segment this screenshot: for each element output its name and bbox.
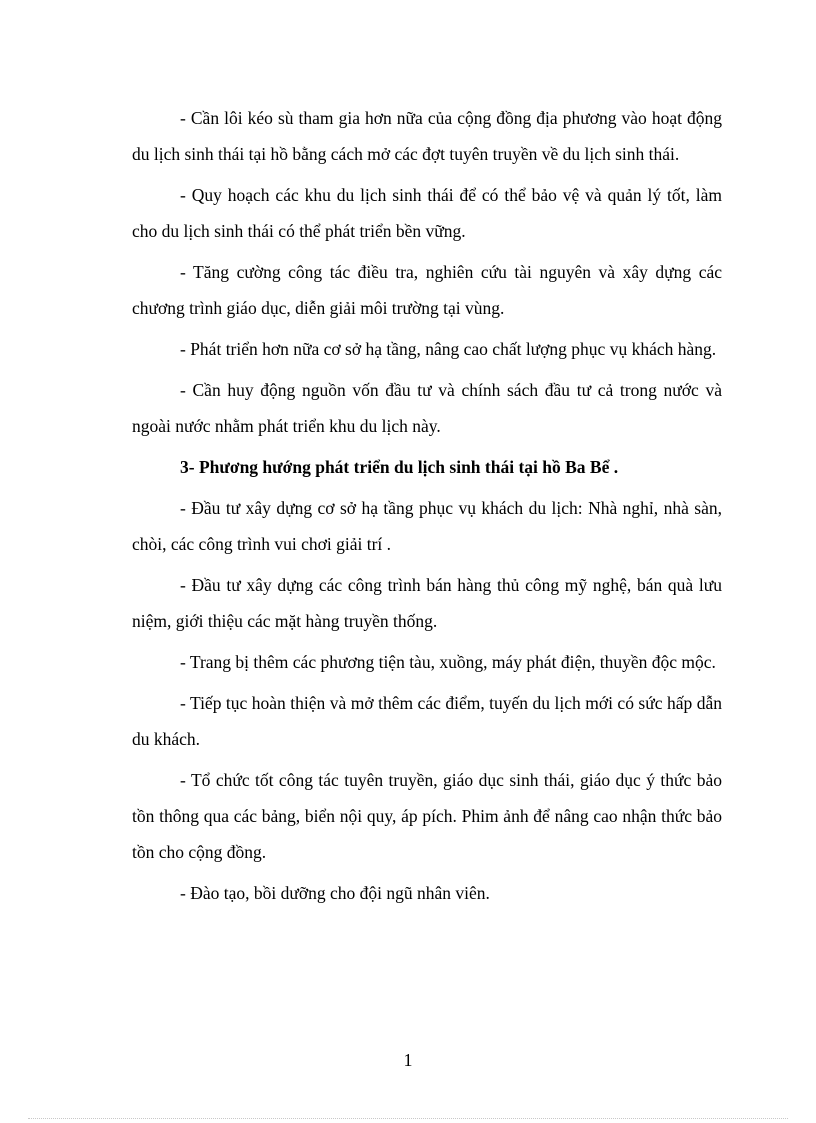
list-item: - Đầu tư xây dựng cơ sở hạ tầng phục vụ khách du lịch: Nhà nghỉ, nhà sàn, chòi, các công trình vui chơi giải trí . xyxy=(132,498,722,554)
paragraph-infrastructure: - Phát triển hơn nữa cơ sở hạ tầng, nâng cao chất lượng phục vụ khách hàng. xyxy=(180,339,717,359)
list-item: - Trang bị thêm các phương tiện tàu, xuồng, máy phát điện, thuyền độc mộc. xyxy=(180,652,716,672)
paragraph-community-involvement: - Cần lôi kéo sù tham gia hơn nữa của cộng đồng địa phương vào hoạt động du lịch sinh thái tại hồ bằng cách mở các đợt tuyên truyền về du lịch sinh thái. xyxy=(132,108,722,164)
document-body xyxy=(132,100,722,916)
paragraph-research: - Tăng cường công tác điều tra, nghiên cứu tài nguyên và xây dựng các chương trình giáo dục, diễn giải môi trường tại vùng. xyxy=(132,262,722,318)
list-item: - Tiếp tục hoàn thiện và mở thêm các điểm, tuyến du lịch mới có sức hấp dẫn du khách. xyxy=(132,693,722,749)
paragraph-investment: - Cần huy động nguồn vốn đầu tư và chính sách đầu tư cả trong nước và ngoài nước nhằm phát triển khu du lịch này. xyxy=(132,380,722,436)
list-item: - Tổ chức tốt công tác tuyên truyền, giáo dục sinh thái, giáo dục ý thức bảo tồn thông qua các bảng, biển nội quy, áp pích. Phim ảnh để nâng cao nhận thức bảo tồn cho cộng đồng. xyxy=(132,770,722,862)
page-number: 1 xyxy=(403,1050,413,1070)
paragraph-planning: - Quy hoạch các khu du lịch sinh thái để có thể bảo vệ và quản lý tốt, làm cho du lịch sinh thái có thể phát triển bền vững. xyxy=(132,185,722,241)
page-bottom-divider xyxy=(28,1118,788,1119)
list-item: - Đầu tư xây dựng các công trình bán hàng thủ công mỹ nghệ, bán quà lưu niệm, giới thiệu các mặt hàng truyền thống. xyxy=(132,575,722,631)
list-item: - Đào tạo, bồi dưỡng cho đội ngũ nhân viên. xyxy=(180,883,490,903)
section-heading: 3- Phương hướng phát triển du lịch sinh thái tại hồ Ba Bể . xyxy=(180,457,619,477)
